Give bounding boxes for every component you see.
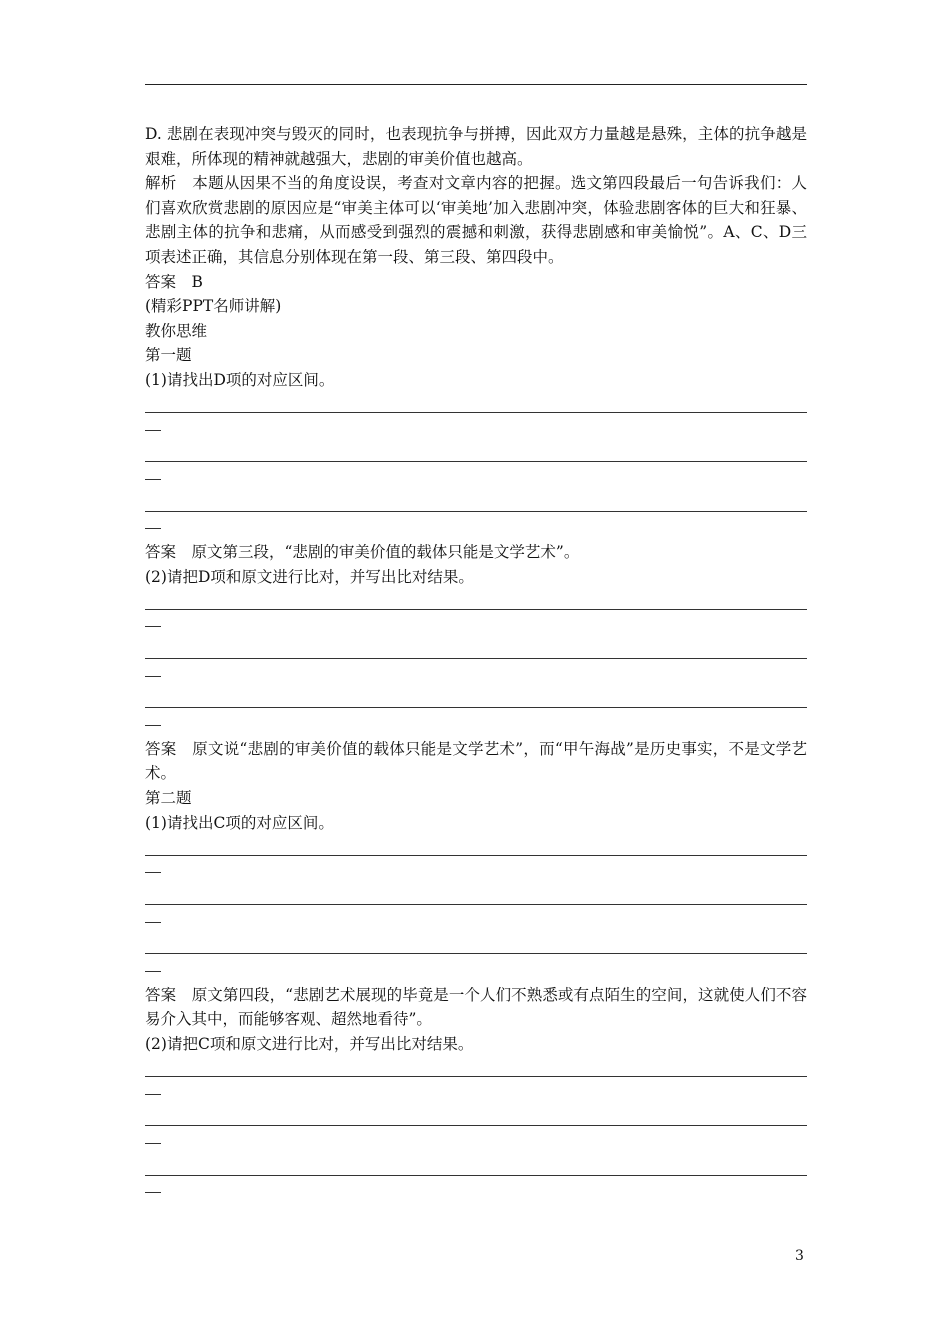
question-2-1-answer: 答案 原文第四段，“悲剧艺术展现的毕竟是一个人们不熟悉或有点陌生的空间，这就使人们不容易介入其中，而能够客观、超然地看待”。 bbox=[145, 985, 807, 1029]
answer-line[interactable] bbox=[145, 1155, 807, 1180]
question-1-2-prompt: (2)请把D项和原文进行比对，并写出比对结果。 bbox=[145, 567, 474, 586]
answer-line-end bbox=[145, 860, 807, 885]
answer-line-end bbox=[145, 1180, 807, 1205]
header-rule bbox=[145, 84, 807, 85]
answer-line[interactable] bbox=[145, 589, 807, 614]
ppt-note: (精彩PPT名师讲解) bbox=[145, 297, 282, 316]
question-1-2-answer: 答案 原文说“悲剧的审美价值的载体只能是文学艺术”，而“甲午海战”是历史事实，不是文学艺术。 bbox=[145, 739, 807, 783]
answer-line[interactable] bbox=[145, 442, 807, 467]
answer-line[interactable] bbox=[145, 1106, 807, 1131]
option-d-text: D. 悲剧在表现冲突与毁灭的同时，也表现抗争与拼搏，因此双方力量越是悬殊，主体的抗争越是艰难，所体现的精神就越强大，悲剧的审美价值也越高。 bbox=[145, 125, 807, 168]
answer-line[interactable] bbox=[145, 393, 807, 418]
answer-line-end bbox=[145, 614, 807, 639]
section-heading: 教你思维 bbox=[145, 321, 208, 340]
question-2-title: 第二题 bbox=[145, 789, 192, 808]
answer-line-end bbox=[145, 466, 807, 491]
answer-line[interactable] bbox=[145, 884, 807, 909]
answer-line-end bbox=[145, 1130, 807, 1155]
answer-line[interactable] bbox=[145, 491, 807, 516]
question-2-1-prompt: (1)请找出C项的对应区间。 bbox=[145, 813, 334, 832]
answer-line-end bbox=[145, 909, 807, 934]
question-1-title: 第一题 bbox=[145, 346, 192, 365]
answer-line-end bbox=[145, 712, 807, 737]
answer-text: 答案 B bbox=[145, 272, 203, 291]
answer-line[interactable] bbox=[145, 638, 807, 663]
analysis-text: 解析 本题从因果不当的角度设误，考查对文章内容的把握。选文第四段最后一句告诉我们：人们喜欢欣赏悲剧的原因应是“审美主体可以‘审美地’加入悲剧冲突，体验悲剧客体的巨大和狂暴、悲剧主体的抗争和悲痛，从而感受到强烈的震撼和刺激，获得悲剧感和审美愉悦”。A、C、D三项表述正确，其信息分别体现在第一段、第三段、第四段中。 bbox=[145, 174, 807, 266]
answer-line-end bbox=[145, 663, 807, 688]
question-2-2-prompt: (2)请把C项和原文进行比对，并写出比对结果。 bbox=[145, 1034, 474, 1053]
answer-line-end bbox=[145, 417, 807, 442]
document-body bbox=[145, 122, 807, 1204]
answer-line[interactable] bbox=[145, 835, 807, 860]
question-1-1-answer: 答案 原文第三段，“悲剧的审美价值的载体只能是文学艺术”。 bbox=[145, 543, 580, 562]
answer-line[interactable] bbox=[145, 934, 807, 959]
answer-line[interactable] bbox=[145, 1057, 807, 1082]
answer-line-end bbox=[145, 1081, 807, 1106]
answer-line-end bbox=[145, 958, 807, 983]
answer-line[interactable] bbox=[145, 688, 807, 713]
page-number: 3 bbox=[795, 1248, 804, 1264]
answer-line-end bbox=[145, 516, 807, 541]
question-1-1-prompt: (1)请找出D项的对应区间。 bbox=[145, 370, 335, 389]
